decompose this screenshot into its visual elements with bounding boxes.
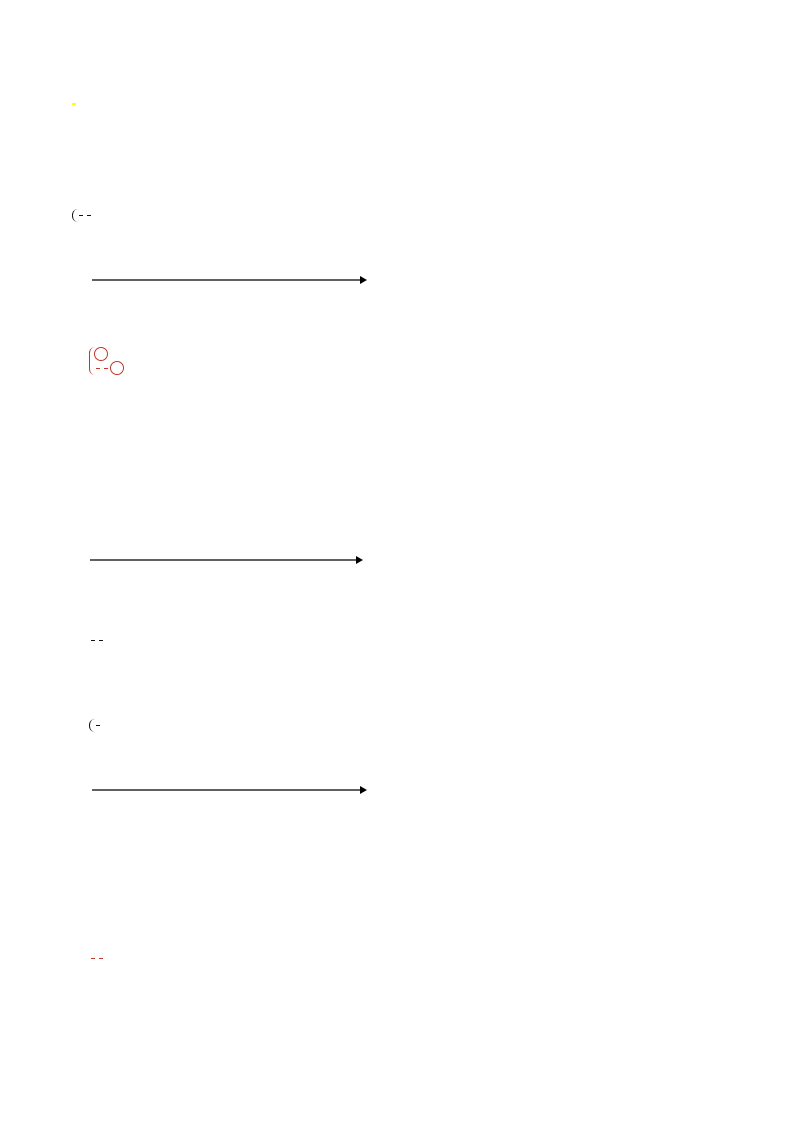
sol-f2-num (99, 958, 103, 959)
number-line-2 (88, 780, 368, 814)
q1-frac1-num (79, 215, 83, 216)
q1-frac2-num (87, 215, 91, 216)
number-line-solution (88, 530, 378, 584)
q1-system (72, 209, 93, 222)
q1-solution-system (89, 347, 124, 375)
number-line-1 (88, 270, 368, 304)
question-1-stem (72, 207, 93, 223)
series-banner (72, 103, 76, 105)
q2-p3-system (89, 719, 102, 732)
axis-arrow (356, 556, 363, 564)
axis-arrow (360, 786, 367, 794)
q2-part-1 (89, 632, 105, 648)
sol-frac2-num (104, 368, 108, 369)
q1-solution (89, 347, 124, 375)
q2-p1-f2-num (99, 640, 103, 641)
q2-part-2 (89, 674, 94, 690)
mark-1 (94, 347, 108, 361)
sol-frac1-num (96, 368, 100, 369)
mark-2 (110, 361, 124, 375)
q2-p3-r2-num (96, 725, 100, 726)
axis-arrow (360, 276, 367, 284)
q2-solution-1 (89, 950, 105, 966)
q2-part-3 (89, 717, 102, 733)
sol-f1-num (91, 958, 95, 959)
q2-p1-f1-num (91, 640, 95, 641)
